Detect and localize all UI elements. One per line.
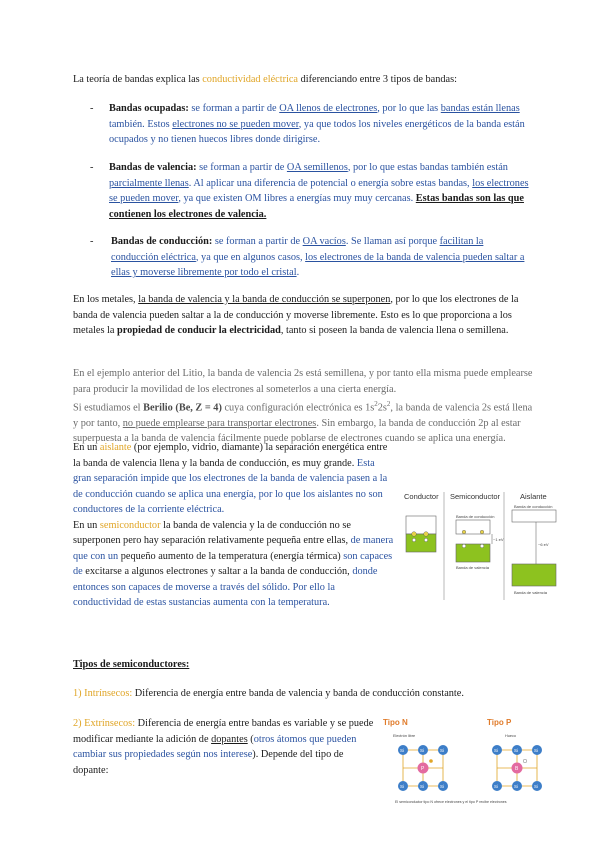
term-bandas-valencia: Bandas de valencia: (109, 162, 197, 173)
dopant-figure (381, 715, 555, 809)
label-tipo-p: Tipo P (487, 718, 512, 727)
svg-text:Banda de conducción: Banda de conducción (456, 514, 495, 519)
aislante-paragraph: En un aislante (por ejemplo, vidrio, diamante) la separación energética entre la banda de valencia llena y la banda de conducción, es muy grande. Esta gran separación impide que los electrones de la banda de valencia pasen a la de conducción cuando se aplica una energía, por lo que los aislantes no son conductores de la corriente eléctrica. En un semiconductor la banda de valencia y la de conducción no se superponen pero hay separación relativamente pequeña entre ellas, de manera que con un pequeño aumento de la temperatura (energía térmica) son capaces de excitarse a algunos electrones y saltar a la banda de conducción, donde entonces son capaces de moverse a través del sólido. Por ello la conductividad de estas sustancias aumenta con la temperatura. (73, 440, 395, 611)
svg-text:Si: Si (494, 784, 499, 789)
svg-text:Hueco: Hueco (505, 734, 516, 738)
svg-text:Banda de valencia: Banda de valencia (456, 565, 489, 570)
bullet-marker: - (90, 162, 94, 173)
dopant-p-atom: P (421, 766, 425, 772)
bullet-marker: - (90, 236, 94, 247)
tipos-heading: Tipos de semiconductores: (73, 659, 190, 670)
header-conductor: Conductor (404, 492, 439, 501)
highlight-aislante: aislante (99, 442, 132, 453)
svg-text:Electrón libre: Electrón libre (393, 734, 416, 738)
litio-paragraph: En el ejemplo anterior del Litio, la banda de valencia 2s está semillena, y por tanto ella misma puede emplearse para producir la movilidad de los electrones al someterlos a una cierta energía. Si estudiamos el Berilio (Be, Z = 4) cuya configuración electrónica es $1s^22s^2$, la banda de valencia 2s está llena y por tanto, no puede emplearse para transportar electrones. Sin embargo, la banda de conducción 2p al estar superpuesta a la banda de valencia fácilmente puede poblarse de electrones cuando se aplica una energía. (73, 366, 533, 447)
highlight-semiconductor: semiconductor (99, 519, 161, 531)
term-bandas-ocupadas: Bandas ocupadas: (109, 103, 189, 114)
svg-text:Banda de valencia: Banda de valencia (514, 590, 547, 595)
dopant-b-atom: B (515, 766, 519, 772)
svg-text:Si: Si (514, 748, 519, 753)
tipo-intrinsecos: 1) Intrínsecos: Diferencia de energía entre banda de valencia y banda de conducción constante. (73, 688, 464, 699)
svg-text:Si: Si (514, 784, 519, 789)
semiconductor-paragraph: En un semiconductor la banda de valencia y la de conducción no se superponen pero hay separación relativamente pequeña entre ellas, de manera que con un pequeño aumento de la temperatura (energía térmica) son capaces de excitarse a algunos electrones y saltar a la banda de conducción, donde entonces son capaces de moverse a través del sólido. Por ello la conductividad de estas sustancias aumenta con la temperatura. (73, 519, 394, 608)
svg-text:Si: Si (400, 748, 405, 753)
conductor-upper-band (406, 516, 436, 534)
bullet-bandas-ocupadas: - Bandas ocupadas: se forman a partir de OA llenos de electrones, por lo que las bandas están llenas también. Estos electrones no se pueden mover, ya que todos los niveles energéticos de la banda están ocupados y no tienen huecos libres donde dirigirse. (90, 103, 525, 145)
semiconductor-valence-band (456, 544, 490, 562)
svg-text:Si: Si (440, 748, 445, 753)
bullet-bandas-conduccion: - Bandas de conducción: se forman a partir de OA vacíos. Se llaman así porque facilitan la conducción eléctrica, ya que en algunos casos, los electrones de la banda de valencia pueden saltar a ellas y moverse libremente por todo el cristal. (90, 236, 525, 278)
svg-text:Si: Si (420, 784, 425, 789)
band-diagram-figure (398, 490, 572, 602)
svg-text:~6 eV: ~6 eV (538, 542, 549, 547)
svg-text:Si: Si (534, 784, 539, 789)
term-bandas-conduccion: Bandas de conducción: (111, 236, 213, 247)
svg-text:~1 eV: ~1 eV (493, 537, 504, 542)
tipo-extrinsecos: 2) Extrínsecos: Diferencia de energía entre bandas es variable y se puede modificar mediante la adición de dopantes (otros átomos que pueden cambiar sus propiedades según nos interese). Depende del tipo de dopante: (73, 718, 374, 776)
label-tipo-n: Tipo N (383, 718, 408, 727)
intro-paragraph: La teoría de bandas explica las conductividad eléctrica diferenciando entre 3 tipos de bandas: (73, 74, 457, 85)
svg-text:Si: Si (534, 748, 539, 753)
semiconductor-conduction-band (456, 520, 490, 534)
header-semiconductor: Semiconductor (450, 492, 501, 501)
conductor-lower-band (406, 534, 436, 552)
aislante-valence-band (512, 564, 556, 586)
header-aislante: Aislante (520, 492, 547, 501)
berilio-paragraph: Si estudiamos el Berilio (Be, Z = 4) cuya configuración electrónica es $1s^22s^2$, la banda de valencia 2s está llena y por tanto, no puede emplearse para transportar electrones. Sin embargo, la banda de conducción 2p al estar superpuesta a la banda de valencia fácilmente puede poblarse de electrones cuando se aplica una energía. (73, 400, 533, 445)
dopant-caption: El semiconductor tipo N ofrece electrones y el tipo P recibe electrones (395, 800, 507, 804)
metales-paragraph: En los metales, la banda de valencia y la banda de conducción se superponen, por lo que los electrones de la banda de valencia pueden saltar a la de conducción y moverse libremente. Esto es lo que proporciona a los metales la propiedad de conducir la electricidad, tanto si poseen la banda de valencia llena o semillena. (73, 294, 519, 336)
svg-text:Si: Si (494, 748, 499, 753)
svg-text:Si: Si (400, 784, 405, 789)
highlight-conductividad: conductividad eléctrica (202, 74, 299, 85)
svg-text:Si: Si (440, 784, 445, 789)
svg-text:Si: Si (420, 748, 425, 753)
bullet-marker: - (90, 103, 94, 114)
svg-text:Banda de conducción: Banda de conducción (514, 504, 553, 509)
bullet-bandas-valencia: - Bandas de valencia: se forman a partir de OA semillenos, por lo que estas bandas también están parcialmente llenas. Al aplicar una diferencia de potencial o energía sobre estas bandas, los electrones se pueden mover, ya que existen OM libres a energías muy muy cercanas. Estas bandas son las que contienen los electrones de valencia. (90, 162, 529, 220)
aislante-conduction-band (512, 510, 556, 522)
